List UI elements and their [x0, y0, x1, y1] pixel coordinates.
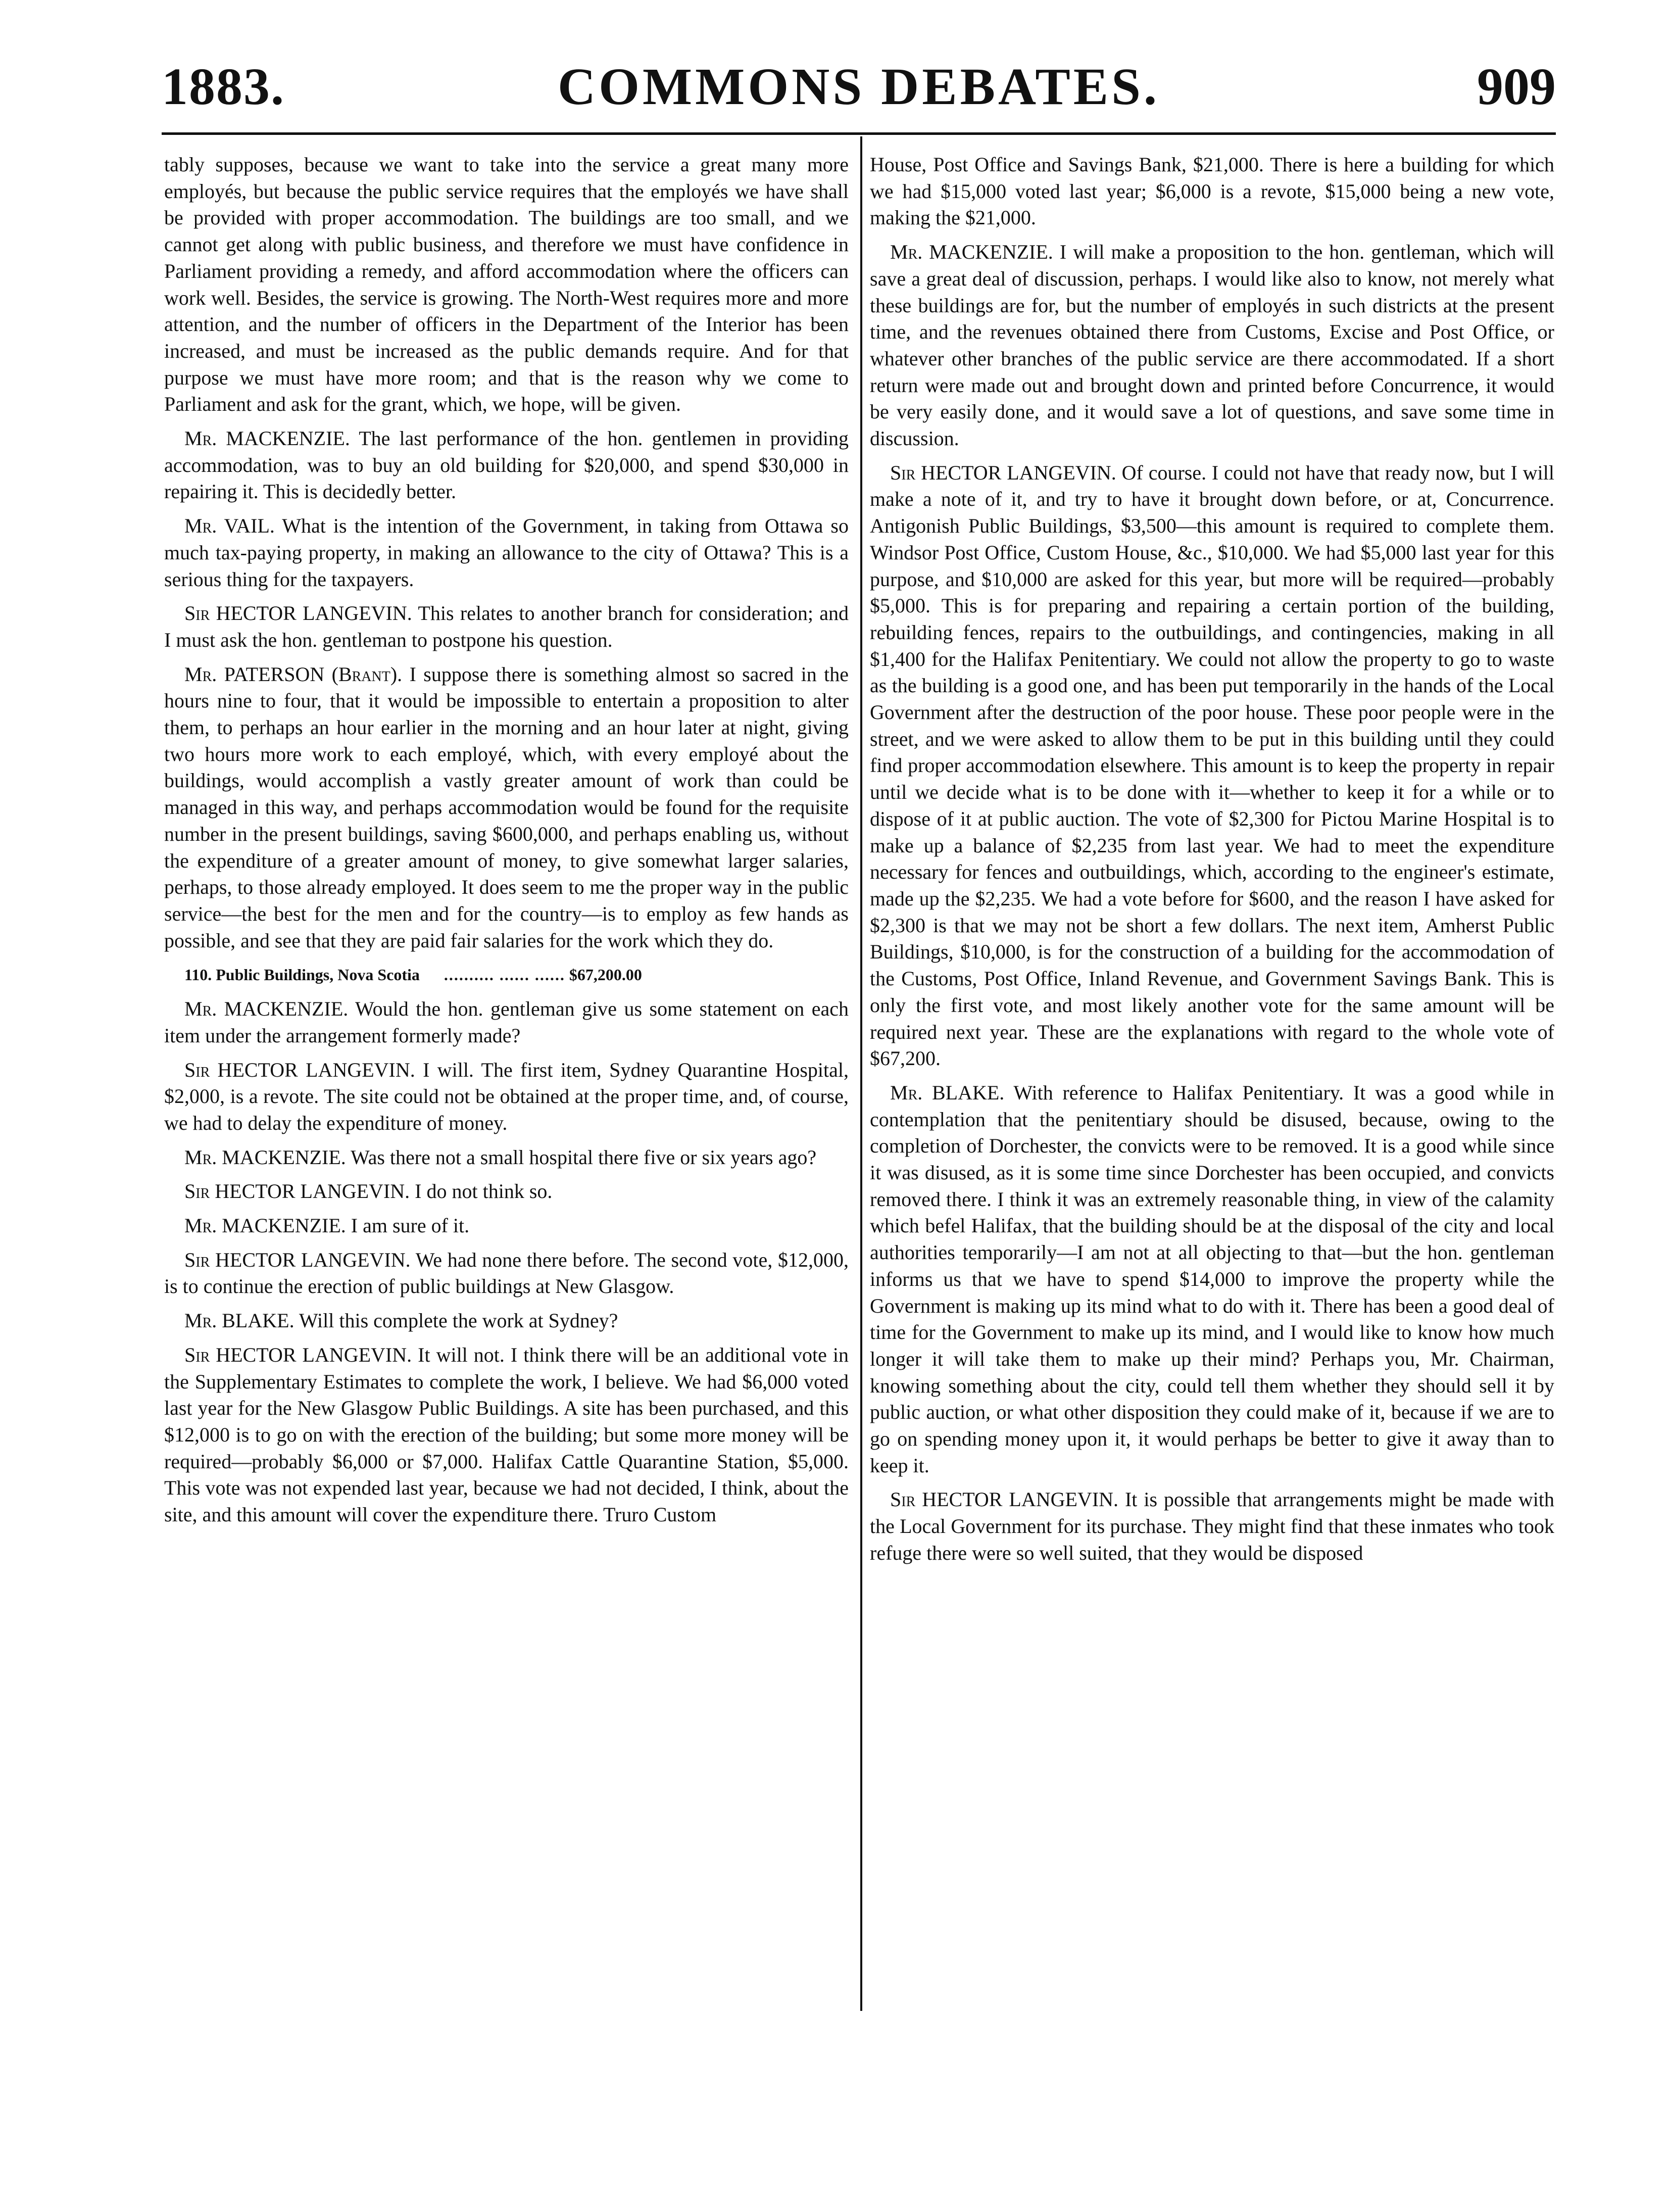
page-header	[162, 57, 1556, 122]
debate-paragraph	[164, 661, 849, 954]
speaker-name: Mr. BLAKE.	[890, 1081, 1005, 1104]
speech-text: Of course. I could not have that ready now, but I will make a note of it, and try to have it brought down before, or at, Concurrence. Antigonish Public Buildings, $3,500—this amount is required to complete them. Windsor Post Office, Custom House, &c., $10,000. We had $5,000 last year for this purpose, and $10,000 are asked for this year, but more will be required—probably $5,000. This is for preparing and repairing a certain portion of the building, rebuilding fences, repairs to the outbuildings, and contingencies, making in all $1,400 for the Halifax Penitentiary. We could not allow the property to go to waste as the building is a good one, and has been put temporarily in the hands of the Local Government after the destruction of the poor house. These poor people were in the street, and we were asked to allow them to be put in this building until they could find proper accommodation elsewhere. This amount is to keep the property in repair until we decide what is to be done with it—whether to keep it for a while or to dispose of it at public auction. The vote of $2,300 for Pictou Marine Hospital is to make up a balance of $2,235 from last year. We had to meet the expenditure necessary for fences and outbuildings, which, according to the engineer's estimate, made up the $2,235. We had a vote before for $600, and the reason I have asked for $2,300 is that we may not be short a few dollars. The next item, Amherst Public Buildings, $10,000, is for the construction of a building for the accommodation of the Customs, Post Office, Inland Revenue, and Government Savings Bank. This is only the first vote, and most likely another vote for the same amount will be required next year. These are the explanations with regard to the whole vote of $67,200.	[870, 461, 1554, 1070]
debate-paragraph	[164, 1213, 849, 1239]
header-rule	[162, 132, 1556, 135]
debate-paragraph	[870, 152, 1554, 231]
speech-text: What is the intention of the Government, in taking from Ottawa so much tax-paying property, in making an allowance to the city of Ottawa? This is a serious thing for the taxpayers.	[164, 514, 849, 591]
estimate-item-label: 110. Public Buildings, Nova Scotia	[184, 966, 420, 984]
speech-text: Would the hon. gentleman give us some statement on each item under the arrangement formerly made?	[164, 997, 849, 1047]
debate-paragraph	[870, 1080, 1554, 1479]
speaker-name: Mr. MACKENZIE.	[184, 427, 350, 450]
right-column	[870, 152, 1554, 1574]
speech-text: Will this complete the work at Sydney?	[299, 1309, 618, 1332]
speaker-name: Mr. PATERSON (Brant).	[184, 662, 403, 686]
speech-text: House, Post Office and Savings Bank, $21,000. There is here a building for which we had $15,000 voted last year; $6,000 is a revote, $15,000 being a new vote, making the $21,000.	[870, 153, 1554, 229]
debate-paragraph	[164, 1247, 849, 1300]
speaker-name: Sir HECTOR LANGEVIN.	[184, 1343, 412, 1366]
debate-paragraph	[164, 1178, 849, 1205]
speech-text: It will not. I think there will be an additional vote in the Supplementary Estimates to complete the work, I believe. We had $6,000 voted last year for the New Glasgow Public Buildings. A site has been purchased, and this $12,000 is to go on with the erection of the building; but some more money will be required—probably $6,000 or $7,000. Halifax Cattle Quarantine Station, $5,000. This vote was not expended last year, because we had not decided, I think, about the site, and this amount will cover the expenditure there. Truro Custom	[164, 1343, 849, 1526]
speech-text: I will. The first item, Sydney Quarantine Hospital, $2,000, is a revote. The site could not be obtained at the proper time, and, of course, we had to delay the expenditure of money.	[164, 1058, 849, 1134]
speaker-name: Mr. MACKENZIE.	[184, 997, 349, 1021]
speaker-name: Sir HECTOR LANGEVIN.	[184, 602, 412, 625]
speaker-name: Sir HECTOR LANGEVIN.	[184, 1180, 410, 1203]
debate-paragraph	[164, 1342, 849, 1528]
debate-paragraph	[164, 996, 849, 1049]
speech-text: The last performance of the hon. gentlemen in providing accommodation, was to buy an old building for $20,000, and spend $30,000 in repairing it. This is decidedly better.	[164, 427, 849, 503]
speech-text: tably supposes, because we want to take into the service a great many more employés, but because the public service requires that the employés we have shall be provided with proper accommodation. The buildings are too small, and we cannot get along with public business, and therefore we must have confidence in Parliament providing a remedy, and afford accommodation where the officers can work well. Besides, the service is growing. The North-West requires more and more attention, and the number of officers in the Department of the Interior has been increased, and must be increased as the public demands require. And for that purpose we must have more room; and that is the reason why we come to Parliament and ask for the grant, which, we hope, will be given.	[164, 153, 849, 416]
debate-paragraph	[164, 1057, 849, 1137]
debate-paragraph	[164, 1308, 849, 1334]
header-year: 1883.	[162, 58, 285, 116]
column-divider	[860, 136, 862, 2011]
estimate-item-leader: .......... ...... ......	[444, 966, 565, 984]
speaker-name: Mr. MACKENZIE.	[184, 1214, 346, 1237]
estimate-item	[164, 961, 849, 988]
speech-text: I will make a proposition to the hon. gentleman, which will save a great deal of discussion, perhaps. I would like also to know, not merely what these buildings are for, but the number of employés in such districts at the present time, and the revenues obtained there from Customs, Excise and Post Office, or whatever other branches of the public service are there accommodated. If a short return were made out and brought down and printed before Concurrence, it would be very easily done, and it would save a lot of questions, and save some time in discussion.	[870, 241, 1554, 450]
speech-text: I do not think so.	[415, 1180, 553, 1203]
speaker-name: Mr. BLAKE.	[184, 1309, 294, 1332]
speaker-name: Sir HECTOR LANGEVIN.	[184, 1058, 415, 1081]
speaker-name: Mr. VAIL.	[184, 514, 275, 538]
debate-paragraph	[164, 600, 849, 653]
speaker-name: Mr. MACKENZIE.	[184, 1145, 346, 1169]
speaker-name: Sir HECTOR LANGEVIN.	[890, 461, 1116, 484]
debate-paragraph	[870, 239, 1554, 452]
header-title: COMMONS DEBATES.	[558, 58, 1160, 116]
debate-paragraph	[164, 152, 849, 418]
speaker-name: Sir HECTOR LANGEVIN.	[184, 1248, 411, 1271]
speech-text: With reference to Halifax Penitentiary. It was a good while in contemplation that the penitentiary should be disused, because, owing to the completion of Dorchester, the convicts were to be removed. It is a good while since it was disused, as it is some time since Dorchester has been occupied, and convicts removed there. I think it was an extremely reasonable thing, in view of the calamity which befel Halifax, that the building should be at the disposal of the city and local authorities temporarily—I am not at all objecting to that—but the hon. gentleman informs us that we have to spend $14,000 to improve the property while the Government is making up its mind what to do with it. There has been a good deal of time for the Government to make up its mind, and I would like to know how much longer it will take them to make up their mind? Perhaps you, Mr. Chairman, knowing something about the city, could tell them whether they should sell it by public auction, or what other disposition they could make of it, because if we are to go on spending money upon it, it would perhaps be better to give it away than to keep it.	[870, 1081, 1555, 1477]
speech-text: This relates to another branch for consideration; and I must ask the hon. gentleman to postpone his question.	[164, 602, 849, 651]
speaker-name: Sir HECTOR LANGEVIN.	[890, 1488, 1119, 1511]
speaker-name: Mr. MACKENZIE.	[890, 241, 1053, 264]
speech-text: Was there not a small hospital there five or six years ago?	[351, 1145, 817, 1169]
debate-paragraph	[164, 425, 849, 505]
speech-text: We had none there before. The second vote, $12,000, is to continue the erection of public buildings at New Glasgow.	[164, 1248, 849, 1298]
speech-text: I suppose there is something almost so sacred in the hours nine to four, that it would be impossible to entertain a proposition to alter them, to perhaps an hour earlier in the morning and an hour later at night, giving two hours more work to each employé, which, with every employé about the buildings, would accomplish a vastly greater amount of work than could be managed in this way, and perhaps accommodation would be found for the requisite number in the present buildings, saving $600,000, and perhaps enabling us, without the expenditure of a greater amount of money, to give somewhat larger salaries, perhaps, to those already employed. It does seem to me the proper way in the public service—the best for the men and for the country—is to employ as few hands as possible, and see that they are paid fair salaries for the work which they do.	[164, 662, 849, 952]
speech-text: I am sure of it.	[351, 1214, 470, 1237]
debate-paragraph	[870, 1486, 1554, 1566]
estimate-item-amount: $67,200.00	[569, 966, 642, 984]
left-column	[164, 152, 849, 1536]
header-page-number: 909	[1477, 58, 1556, 116]
debate-paragraph	[164, 1144, 849, 1171]
debate-paragraph	[870, 460, 1554, 1072]
speech-text: It is possible that arrangements might be made with the Local Government for its purchase. They might find that these inmates who took refuge there were so well suited, that they would be disposed	[870, 1488, 1555, 1564]
debate-paragraph	[164, 513, 849, 593]
